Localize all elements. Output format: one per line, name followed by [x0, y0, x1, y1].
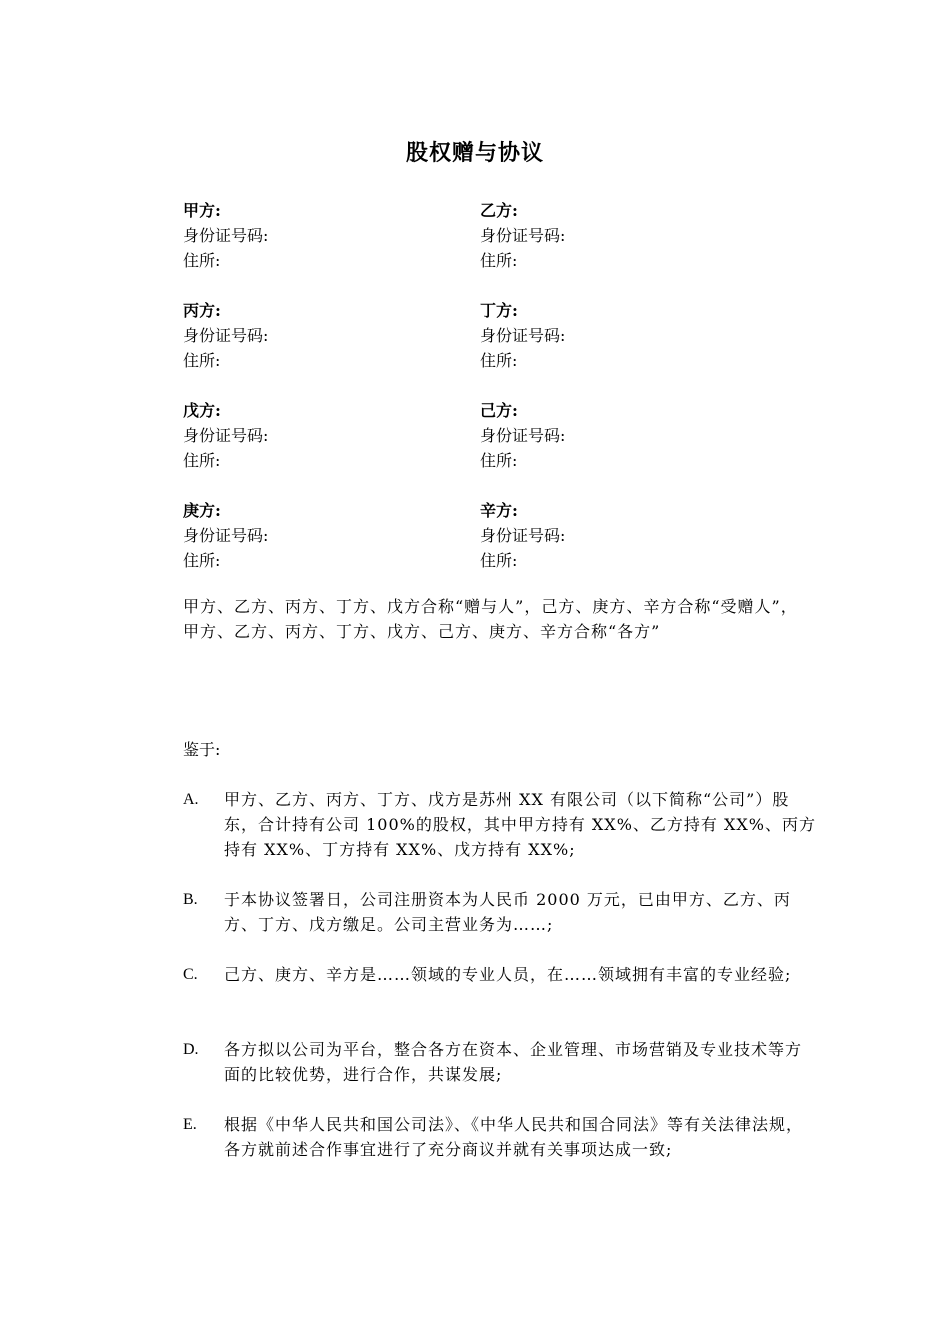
party-id-label: 身份证号码:	[183, 426, 269, 445]
party-address-label: 住所:	[480, 351, 518, 370]
party-name: 丁方:	[480, 301, 518, 320]
party-name: 辛方:	[480, 501, 518, 520]
party-name: 丙方:	[183, 301, 221, 320]
document-title: 股权赠与协议	[405, 140, 544, 166]
party-name: 庚方:	[183, 501, 221, 520]
party-address-label: 住所:	[183, 351, 221, 370]
party-block-bing	[183, 298, 443, 373]
recital-item-a	[183, 787, 818, 862]
party-id-label: 身份证号码:	[480, 226, 566, 245]
recital-label: A.	[183, 791, 199, 808]
party-id-label: 身份证号码:	[183, 226, 269, 245]
party-address-label: 住所:	[183, 551, 221, 570]
recital-label: D.	[183, 1041, 199, 1058]
recital-item-b	[183, 887, 818, 937]
recital-text: 根据《中华人民共和国公司法》、《中华人民共和国合同法》等有关法律法规，各方就前述合作事宜进行了充分商议并就有关事项达成一致;	[224, 1115, 804, 1159]
whereas-heading: 鉴于:	[183, 740, 221, 759]
recital-label: B.	[183, 891, 198, 908]
party-address-label: 住所:	[183, 451, 221, 470]
party-address-label: 住所:	[480, 451, 518, 470]
recital-item-e	[183, 1112, 818, 1162]
recital-text: 甲方、乙方、丙方、丁方、戊方是苏州 XX 有限公司（以下简称“公司”）股东，合计持有公司 100%的股权，其中甲方持有 XX%、乙方持有 XX%、丙方持有 XX%、丁方持有 XX%、戊方持有 XX%;	[224, 790, 816, 859]
party-block-geng	[183, 498, 443, 573]
party-name: 戊方:	[183, 401, 221, 420]
recital-label: E.	[183, 1116, 197, 1133]
party-id-label: 身份证号码:	[480, 326, 566, 345]
party-id-label: 身份证号码:	[183, 326, 269, 345]
party-id-label: 身份证号码:	[480, 426, 566, 445]
party-block-ding	[480, 298, 740, 373]
party-block-ji	[480, 398, 740, 473]
party-id-label: 身份证号码:	[183, 526, 269, 545]
collective-definition-paragraph: 甲方、乙方、丙方、丁方、戊方合称“赠与人”，己方、庚方、辛方合称“受赠人”，甲方、乙方、丙方、丁方、戊方、己方、庚方、辛方合称“各方”	[183, 597, 798, 641]
party-name: 乙方:	[480, 201, 518, 220]
party-block-yi	[480, 198, 740, 273]
party-block-jia	[183, 198, 443, 273]
party-address-label: 住所:	[480, 251, 518, 270]
party-block-wu	[183, 398, 443, 473]
party-block-xin	[480, 498, 740, 573]
recital-text: 于本协议签署日，公司注册资本为人民币 2000 万元，已由甲方、乙方、丙方、丁方、戊方缴足。公司主营业务为……;	[224, 890, 791, 934]
recital-item-c	[183, 962, 818, 987]
recital-item-d	[183, 1037, 818, 1087]
party-name: 甲方:	[183, 201, 221, 220]
party-address-label: 住所:	[183, 251, 221, 270]
party-id-label: 身份证号码:	[480, 526, 566, 545]
recital-label: C.	[183, 966, 198, 983]
recital-text: 各方拟以公司为平台，整合各方在资本、企业管理、市场营销及专业技术等方面的比较优势，进行合作，共谋发展;	[224, 1040, 803, 1084]
party-address-label: 住所:	[480, 551, 518, 570]
party-name: 己方:	[480, 401, 518, 420]
recital-text: 己方、庚方、辛方是……领域的专业人员，在……领域拥有丰富的专业经验;	[224, 965, 792, 984]
